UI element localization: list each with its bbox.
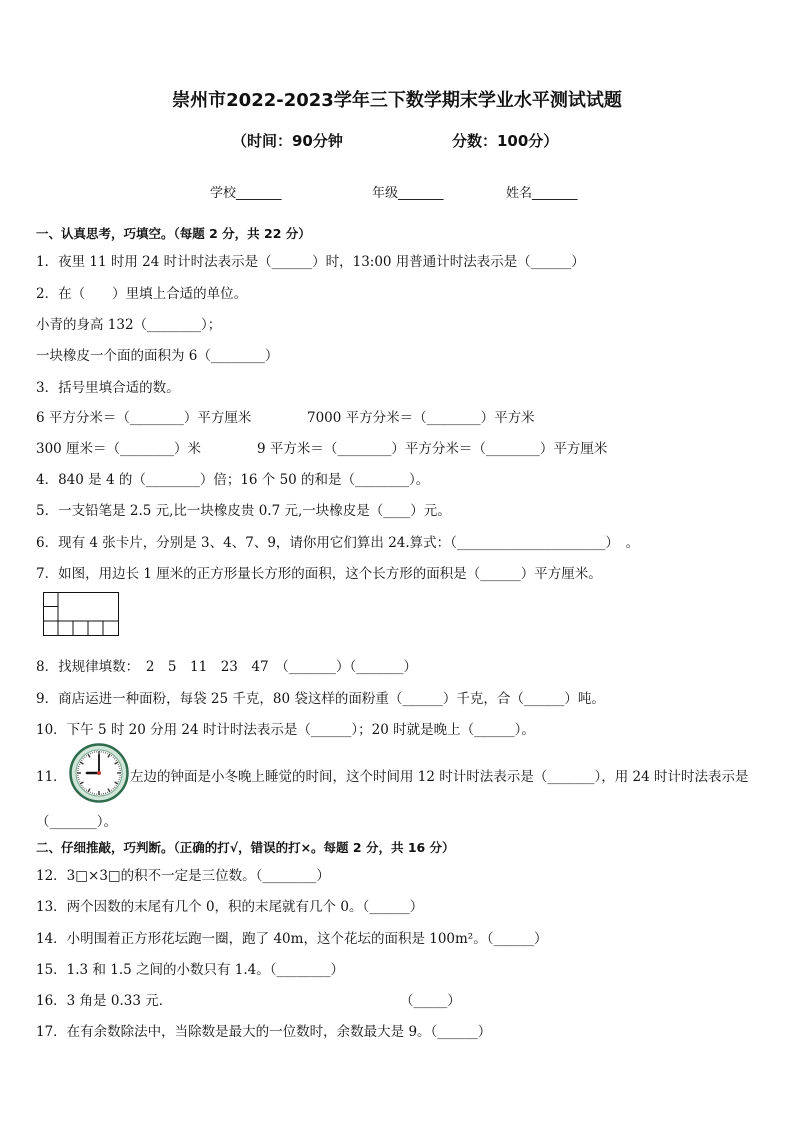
question-3c: 300 厘米＝（________）米 <box>36 441 202 457</box>
question-11: 左边的钟面是小冬晚上睡觉的时间，这个时间用 12 时计时法表示是（_______），用 24 时计时法表示是 <box>130 769 749 785</box>
question-8: 8．找规律填数： 2 5 11 23 47 （_______）（_______） <box>36 659 418 675</box>
question-3b: 7000 平方分米＝（________）平方米 <box>307 410 535 426</box>
question-9: 9．商店运进一种面粉，每袋 25 千克，80 袋这样的面粉重（______）千克，合（______）吨。 <box>36 691 605 707</box>
clock-icon <box>69 743 129 803</box>
question-3d: 9 平方米＝（________）平方分米＝（________）平方厘米 <box>257 441 608 457</box>
question-2: 2．在（ ）里填上合适的单位。 <box>36 286 248 302</box>
question-10: 10．下午 5 时 20 分用 24 时计时法表示是（______）；20 时就是晚上（______）。 <box>36 722 535 738</box>
exam-score: 分数：100分） <box>452 132 559 150</box>
question-13: 13．两个因数的末尾有几个 0，积的末尾就有几个 0。（______） <box>36 899 424 915</box>
question-2a: 小青的身高 132（________）； <box>36 317 222 333</box>
question-1: 1．夜里 11 时用 24 时计时法表示是（______）时，13:00 用普通计时法表示是（______） <box>36 254 585 270</box>
section1-heading: 一、认真思考，巧填空。（每题 2 分，共 22 分） <box>36 226 311 241</box>
question-16-blank: （_____） <box>400 993 461 1009</box>
question-16: 16．3 角是 0.33 元． <box>36 993 173 1009</box>
question-17: 17．在有余数除法中，当除数是最大的一位数时，余数最大是 9。（______） <box>36 1024 492 1040</box>
question-14: 14．小明围着正方形花坛跑一圈，跑了 40m，这个花坛的面积是 100m²。（______） <box>36 931 548 947</box>
question-2b: 一块橡皮一个面的面积为 6（________） <box>36 348 279 364</box>
school-field: 学校_______ <box>210 186 282 201</box>
question-15: 15．1.3 和 1.5 之间的小数只有 1.4。（________） <box>36 962 345 978</box>
page-title: 崇州市2022-2023学年三下数学期末学业水平测试试题 <box>172 90 622 111</box>
rectangle-grid-figure <box>43 592 119 636</box>
question-3a: 6 平方分米＝（________）平方厘米 <box>36 410 252 426</box>
question-11-number: 11． <box>36 769 67 785</box>
question-4: 4．840 是 4 的（________）倍；16 个 50 的和是（________）。 <box>36 472 430 488</box>
grade-field: 年级_______ <box>372 186 444 201</box>
name-field: 姓名_______ <box>506 186 578 201</box>
question-6: 6．现有 4 张卡片，分别是 3、4、7、9，请你用它们算出 24.算式：（______________________） 。 <box>36 535 640 551</box>
question-11-end: （_______）。 <box>36 814 117 830</box>
question-3: 3．括号里填合适的数。 <box>36 380 180 396</box>
section2-heading: 二、仔细推敲，巧判断。（正确的打√，错误的打×。每题 2 分，共 16 分） <box>36 840 455 855</box>
question-12: 12．3□×3□的积不一定是三位数。（________） <box>36 868 330 884</box>
question-7: 7．如图，用边长 1 厘米的正方形量长方形的面积，这个长方形的面积是（______）平方厘米。 <box>36 566 602 582</box>
exam-time: （时间：90分钟 <box>232 132 343 150</box>
question-5: 5．一支铅笔是 2.5 元,比一块橡皮贵 0.7 元,一块橡皮是（____）元。 <box>36 503 451 519</box>
